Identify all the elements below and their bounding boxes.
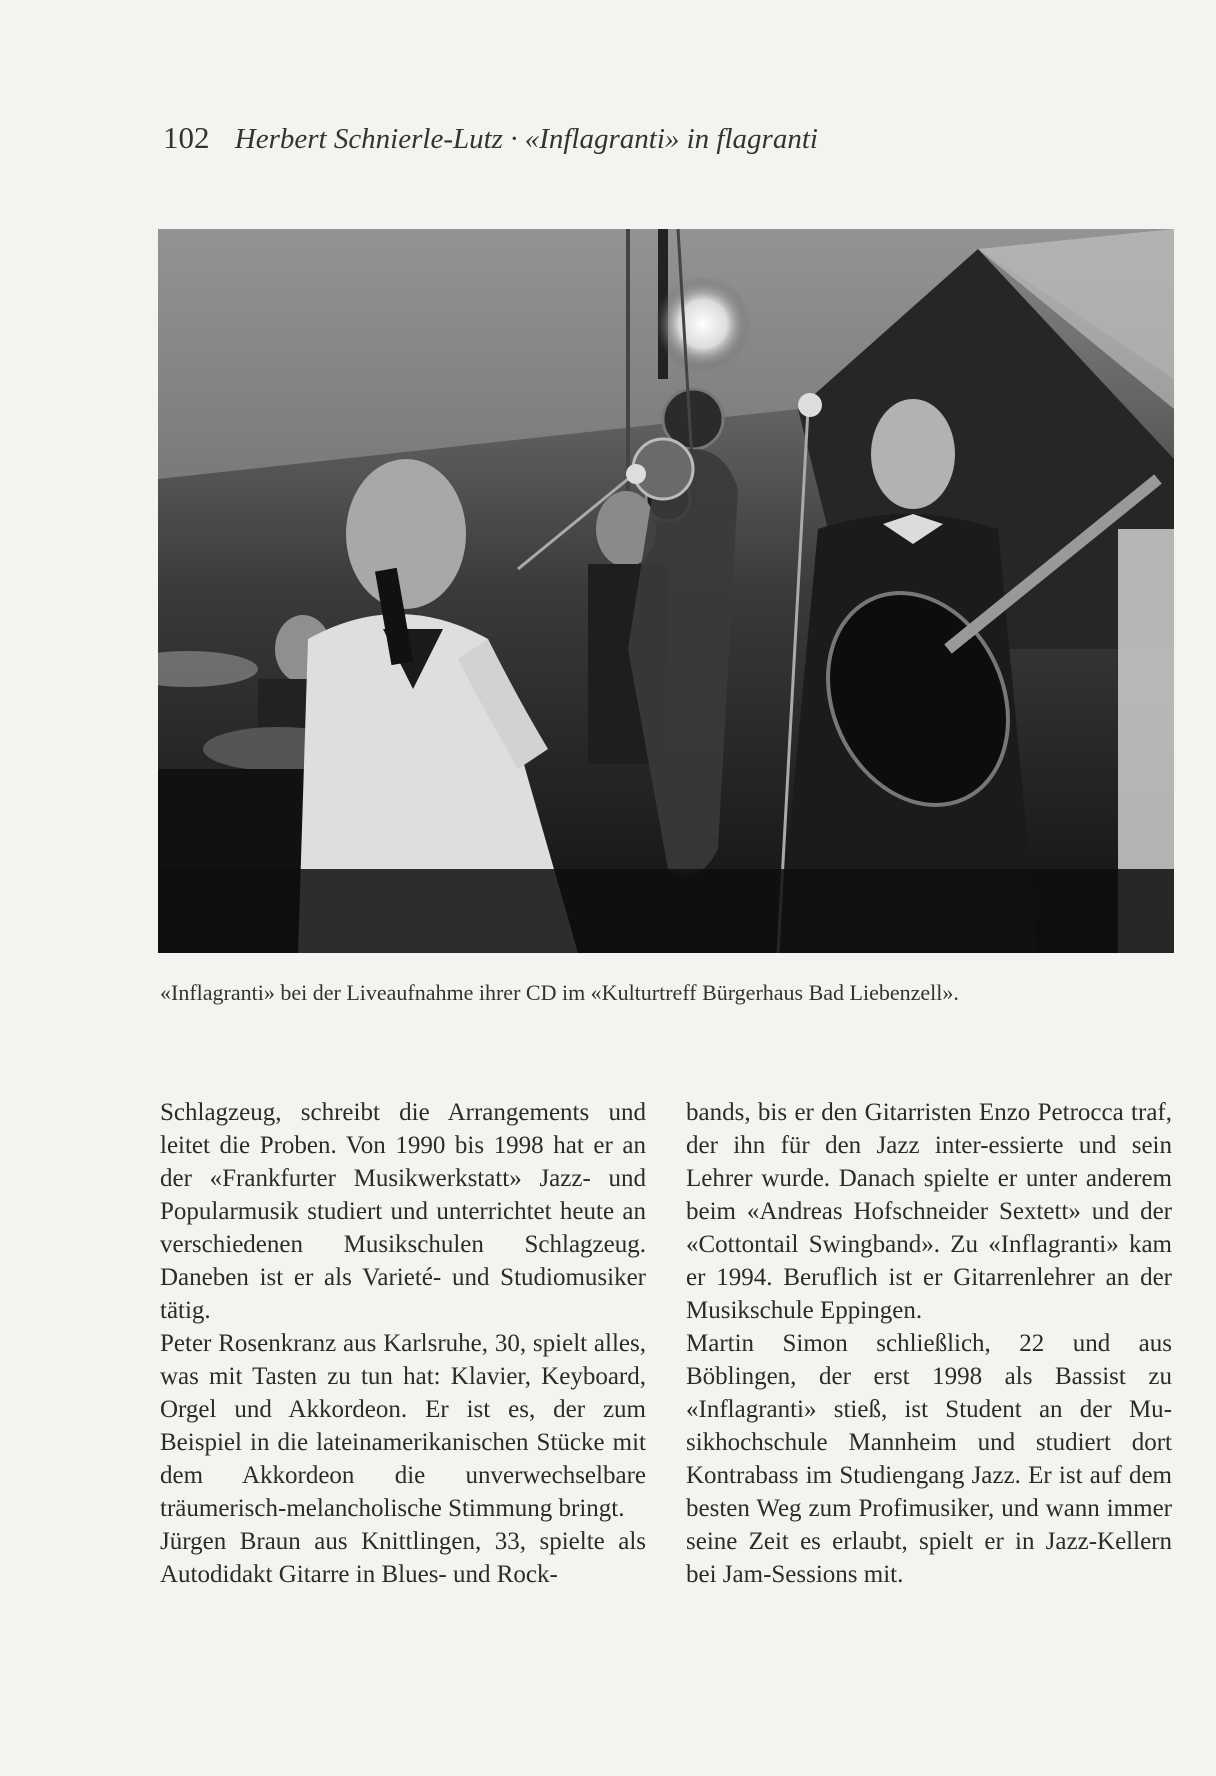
band-photo [158,229,1174,953]
left-paragraph-1: Schlagzeug, schreibt die Arrangements und leitet die Proben. Von 1990 bis 1998 hat er an der «Frankfurter Musikwerkstatt» Jazz- und Popularmusik studiert und unterrichtet heute an verschiedenen Musikschulen Schlagzeug. Daneben ist er als Varieté- und Studiomusiker tätig. [160,1099,646,1324]
left-column [160,1096,646,1591]
band-photo-illustration [158,229,1174,953]
running-header [163,120,818,156]
figure-caption: «Inflagranti» bei der Liveaufnahme ihrer CD im «Kulturtreff Bürgerhaus Bad Liebenzell». [160,980,959,1005]
left-paragraph-2: Peter Rosenkranz aus Karlsruhe, 30, spielt alles, was mit Tasten zu tun hat: Klavier, Keyboard, Orgel und Akkordeon. Er ist es, der zum Beispiel in die lateinamerikanischen Stücke mit dem Akkordeon die unverwechselbare träumerisch-melancholische Stimmung bringt. [160,1330,646,1522]
right-paragraph-1: bands, bis er den Gitarristen Enzo Petrocca traf, der ihn für den Jazz inter-essierte und sein Lehrer wurde. Danach spielte er unter anderem beim «Andreas Hofschneider Sextett» und der «Cottontail Swingband». Zu «Inflagranti» kam er 1994. Beruflich ist er Gitarrenlehrer an der Musikschule Eppingen. [686,1099,1172,1324]
right-column [686,1096,1172,1591]
right-paragraph-2: Martin Simon schließlich, 22 und aus Böblingen, der erst 1998 als Bassist zu «Inflagranti» stieß, ist Student an der Musikhochschule Mannheim und studiert dort Kontrabass im Studiengang Jazz. Er ist auf dem besten Weg zum Profimusiker, und wann immer seine Zeit es erlaubt, spielt er in Jazz-Kellern bei Jam-Sessions mit. [686,1330,1172,1588]
page-number: 102 [163,120,210,155]
running-title: Herbert Schnierle-Lutz · «Inflagranti» in flagranti [234,123,818,155]
left-paragraph-3: Jürgen Braun aus Knittlingen, 33, spielte als Autodidakt Gitarre in Blues- und Rock- [160,1528,646,1588]
